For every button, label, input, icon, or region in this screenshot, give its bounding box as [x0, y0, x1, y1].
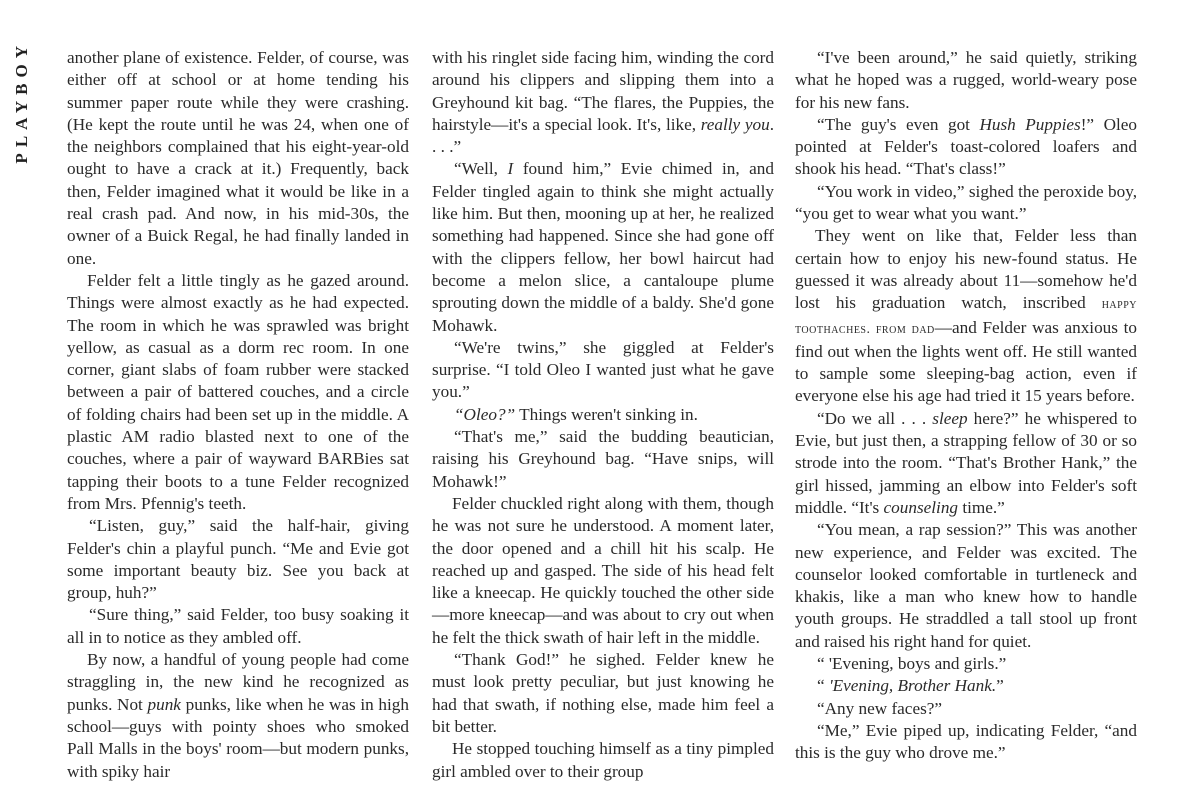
paragraph: “Well, I found him,” Evie chimed in, and Felder tingled again to think she might actually like him. But then, mooning up at her, he realized something had happened. Since she had gone off with the clippers fellow, her bowl haircut had become a melon slice, a cantaloupe plume sprouting down the middle of a baldy. She'd gone Mohawk.: [432, 159, 774, 335]
running-head: PLAYBOY: [12, 40, 31, 164]
paragraph: Felder chuckled right along with them, though he was not sure he understood. A moment later, the door opened and a chill hit his scalp. He reached up and gasped. The side of his head felt like a kneecap. He quickly touched the other side—more kneecap—and was about to cry out when he felt the thick swath of hair left in the middle.: [432, 493, 774, 647]
text-column-1: [67, 47, 409, 783]
paragraph: They went on like that, Felder less than certain how to enjoy his new-found status. He guessed it was already about 11—somehow he'd lost his graduation watch, inscribed happy toothaches. from dad—and Felder was anxious to find out when the lights went off. He still wanted to sample some sleeping-bag action, even if everyone else his age had tried it 15 years before.: [795, 226, 1137, 406]
paragraph: He stopped touching himself as a tiny pimpled girl ambled over to their group: [432, 739, 774, 781]
paragraph: “I've been around,” he said quietly, striking what he hoped was a rugged, world-weary pose for his new fans.: [795, 48, 1137, 112]
small-caps-inscription: happy toothaches. from dad: [795, 297, 1137, 337]
paragraph: “The guy's even got Hush Puppies!” Oleo pointed at Felder's toast-colored loafers and shook his head. “That's class!”: [795, 114, 1137, 179]
paragraph: another plane of existence. Felder, of course, was either off at school or at home tending his summer paper route while they were crashing. (He kept the route until he was 24, when one of the neighbors complained that his eight-year-old ought to have a crack at it.) Frequently, back then, Felder imagined what it would be like in a real crash pad. And now, in his mid-30s, the owner of a Buick Regal, he had finally landed in one.: [67, 48, 409, 268]
paragraph: “Listen, guy,” said the half-hair, giving Felder's chin a playful punch. “Me and Evie got some important beauty biz. See you back at group, huh?”: [67, 516, 409, 603]
text-column-2: [432, 47, 774, 783]
paragraph: “ 'Evening, boys and girls.”: [817, 654, 1007, 674]
paragraph: with his ringlet side facing him, winding the cord around his clippers and slipping them into a Greyhound kit bag. “The flares, the Puppies, the hairstyle—it's a special look. It's, like, really you. . . .”: [432, 48, 774, 157]
emphasis: 'Evening, Brother Hank.: [828, 676, 997, 696]
emphasis: “Oleo?”: [454, 404, 516, 424]
paragraph: “You work in video,” sighed the peroxide boy, “you get to wear what you want.”: [795, 181, 1137, 224]
emphasis: really you: [700, 114, 770, 134]
emphasis: counseling: [883, 497, 959, 517]
paragraph: “That's me,” said the budding beautician, raising his Greyhound bag. “Have snips, will Mohawk!”: [432, 427, 774, 491]
text-column-3: [795, 47, 1137, 765]
paragraph-with-emphasis: By now, a handful of young people had come straggling in, the new kind he recognized as punks. Not punk punks, like when he was in high school—guys with pointy shoes who smoked Pall Malls in the boys' room—but modern punks, with spiky hair: [67, 650, 409, 781]
emphasis: Hush Puppies: [979, 114, 1081, 134]
paragraph: “ 'Evening, Brother Hank.”: [817, 676, 1004, 696]
paragraph: “Sure thing,” said Felder, too busy soaking it all in to notice as they ambled off.: [67, 605, 409, 647]
paragraph: Felder felt a little tingly as he gazed around. Things were almost exactly as he had expected. The room in which he was sprawled was bright yellow, as casual as a dorm rec room. In one corner, giant slabs of foam rubber were stacked between a pair of battered couches, and a circle of folding chairs had been set up in the middle. A plastic AM radio blasted next to one of the couches, where a pair of wayward BARBies sat tapping their boots to a tune Felder recognized from Mrs. Pfennig's teeth.: [67, 270, 409, 513]
paragraph: “Do we all . . . sleep here?” he whispered to Evie, but just then, a strapping fellow of 30 or so strode into the room. “That's Brother Hank,” the girl hissed, jamming an elbow into Felder's soft middle. “It's counseling time.”: [795, 408, 1137, 517]
paragraph: “Thank God!” he sighed. Felder knew he must look pretty peculiar, but just knowing he had that swath, if nothing else, made him feel a bit better.: [432, 650, 774, 736]
paragraph: “Any new faces?”: [817, 698, 943, 718]
paragraph: “You mean, a rap session?” This was another new experience, and Felder was excited. The counselor looked comfortable in turtleneck and khakis, like a man who knew how to handle youth groups. He straddled a tall stool up front and raised his right hand for quiet.: [795, 520, 1137, 651]
paragraph: “We're twins,” she giggled at Felder's surprise. “I told Oleo I wanted just what he gave you.”: [432, 337, 774, 402]
emphasis: I: [507, 159, 514, 179]
paragraph: “Oleo?” Things weren't sinking in.: [454, 404, 698, 424]
paragraph: “Me,” Evie piped up, indicating Felder, “and this is the guy who drove me.”: [795, 720, 1137, 763]
emphasis: punk: [147, 694, 181, 714]
emphasis: sleep: [932, 408, 968, 428]
